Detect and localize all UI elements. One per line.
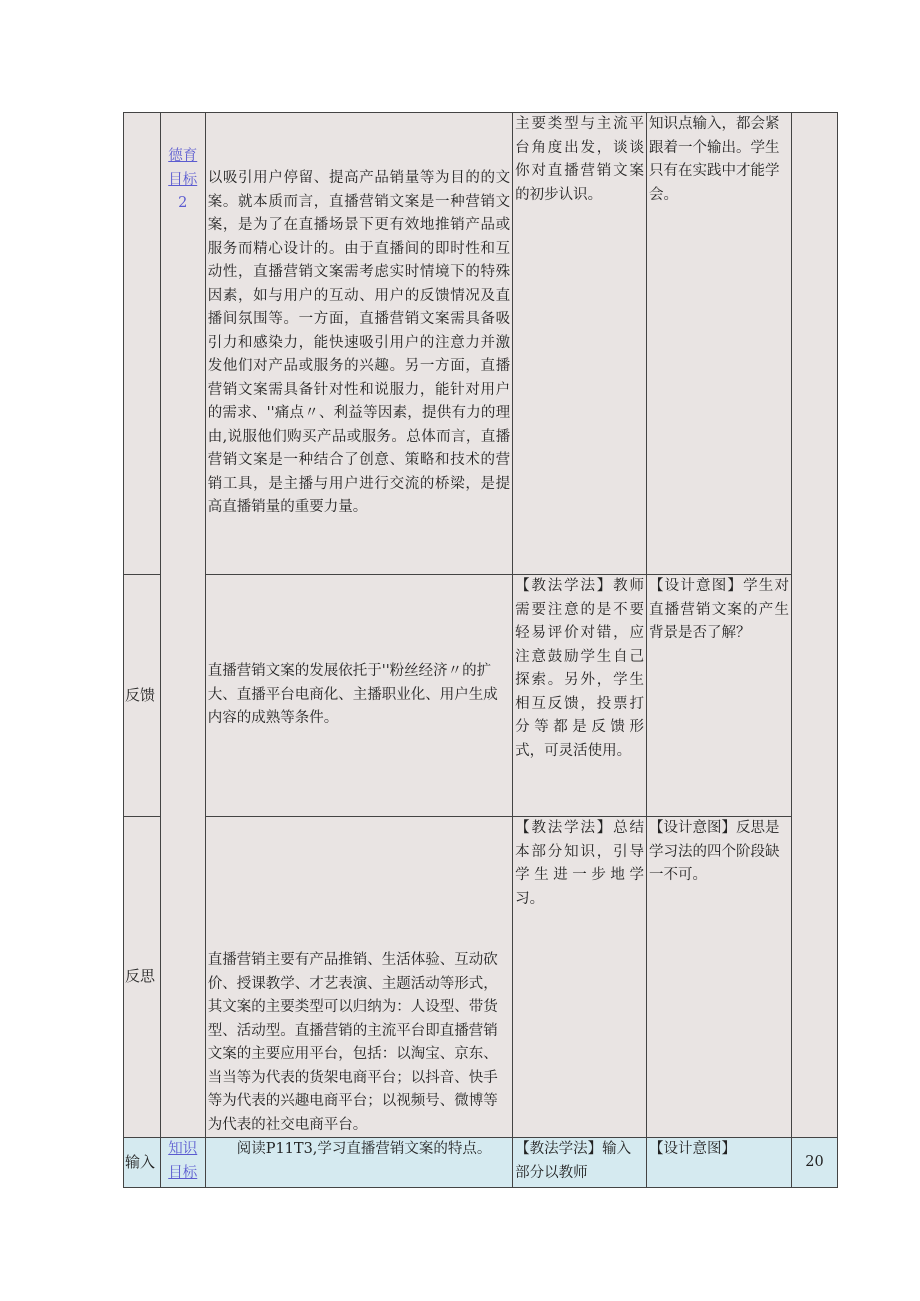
lesson-plan-table [123,112,838,1188]
stage-cell [124,113,161,575]
stage-cell: 反思 [124,817,161,1138]
goal-cell [160,1138,205,1188]
goal-link[interactable]: 德育目标 [168,148,198,188]
content-cell: 直播营销主要有产品推销、生活体验、互动砍价、授课教学、才艺表演、主题活动等形式，其文案的主要类型可以归纳为：人设型、带货型、活动型。直播营销的主流平台即直播营销文案的主要应用平台，包括：以淘宝、京东、当当等为代表的货架电商平台；以抖音、快手等为代表的兴趣电商平台；以视频号、微博等为代表的社交电商平台。 [205,817,512,1138]
goal-cell [160,113,205,1138]
content-cell: 直播营销文案的发展依托于''粉丝经济〃的扩大、直播平台电商化、主播职业化、用户生成内容的成熟等条件。 [205,575,512,817]
intent-cell: 【设计意图】 [646,1138,791,1188]
table-row [124,575,838,817]
stage-cell: 输入 [124,1138,161,1188]
table-row [124,113,838,575]
content-cell: 阅读P11T3,学习直播营销文案的特点。 [205,1138,512,1188]
table-row [124,1138,838,1188]
method-cell: 主要类型与主流平台角度出发，谈谈你对直播营销文案的初步认识。 [513,113,647,575]
goal-link[interactable]: 知识目标 [168,1141,198,1181]
content-cell: 以吸引用户停留、提高产品销量等为目的的文案。就本质而言，直播营销文案是一种营销文案，是为了在直播场景下更有效地推销产品或服务而精心设计的。由于直播间的即时性和互动性，直播营销文案需考虑实时情境下的特殊因素，如与用户的互动、用户的反馈情况及直播间氛围等。一方面，直播营销文案需具备吸引力和感染力，能快速吸引用户的注意力并激发他们对产品或服务的兴趣。另一方面，直播营销文案需具备针对性和说服力，能针对用户的需求、''痛点〃、利益等因素，提供有力的理由,说服他们购买产品或服务。总体而言，直播营销文案是一种结合了创意、策略和技术的营销工具，是主播与用户进行交流的桥梁，是提高直播销量的重要力量。 [205,113,512,575]
intent-cell: 知识点输入，都会紧跟着一个输出。学生只有在实践中才能学会。 [646,113,791,575]
method-cell: 【教法学法】总结本部分知识，引导学生进一步地学习。 [513,817,647,1138]
method-cell: 【教法学法】教师需要注意的是不要轻易评价对错，应注意鼓励学生自己探索。另外，学生相互反馈，投票打分等都是反馈形式，可灵活使用。 [513,575,647,817]
method-cell: 【教法学法】输入部分以教师 [513,1138,647,1188]
intent-cell: 【设计意图】学生对直播营销文案的产生背景是否了解？ [646,575,791,817]
time-cell: 20 [792,1138,838,1188]
intent-cell: 【设计意图】反思是学习法的四个阶段缺一不可。 [646,817,791,1138]
time-cell [792,113,838,1138]
table-row [124,817,838,1138]
stage-cell: 反馈 [124,575,161,817]
goal-number: 2 [178,195,188,211]
